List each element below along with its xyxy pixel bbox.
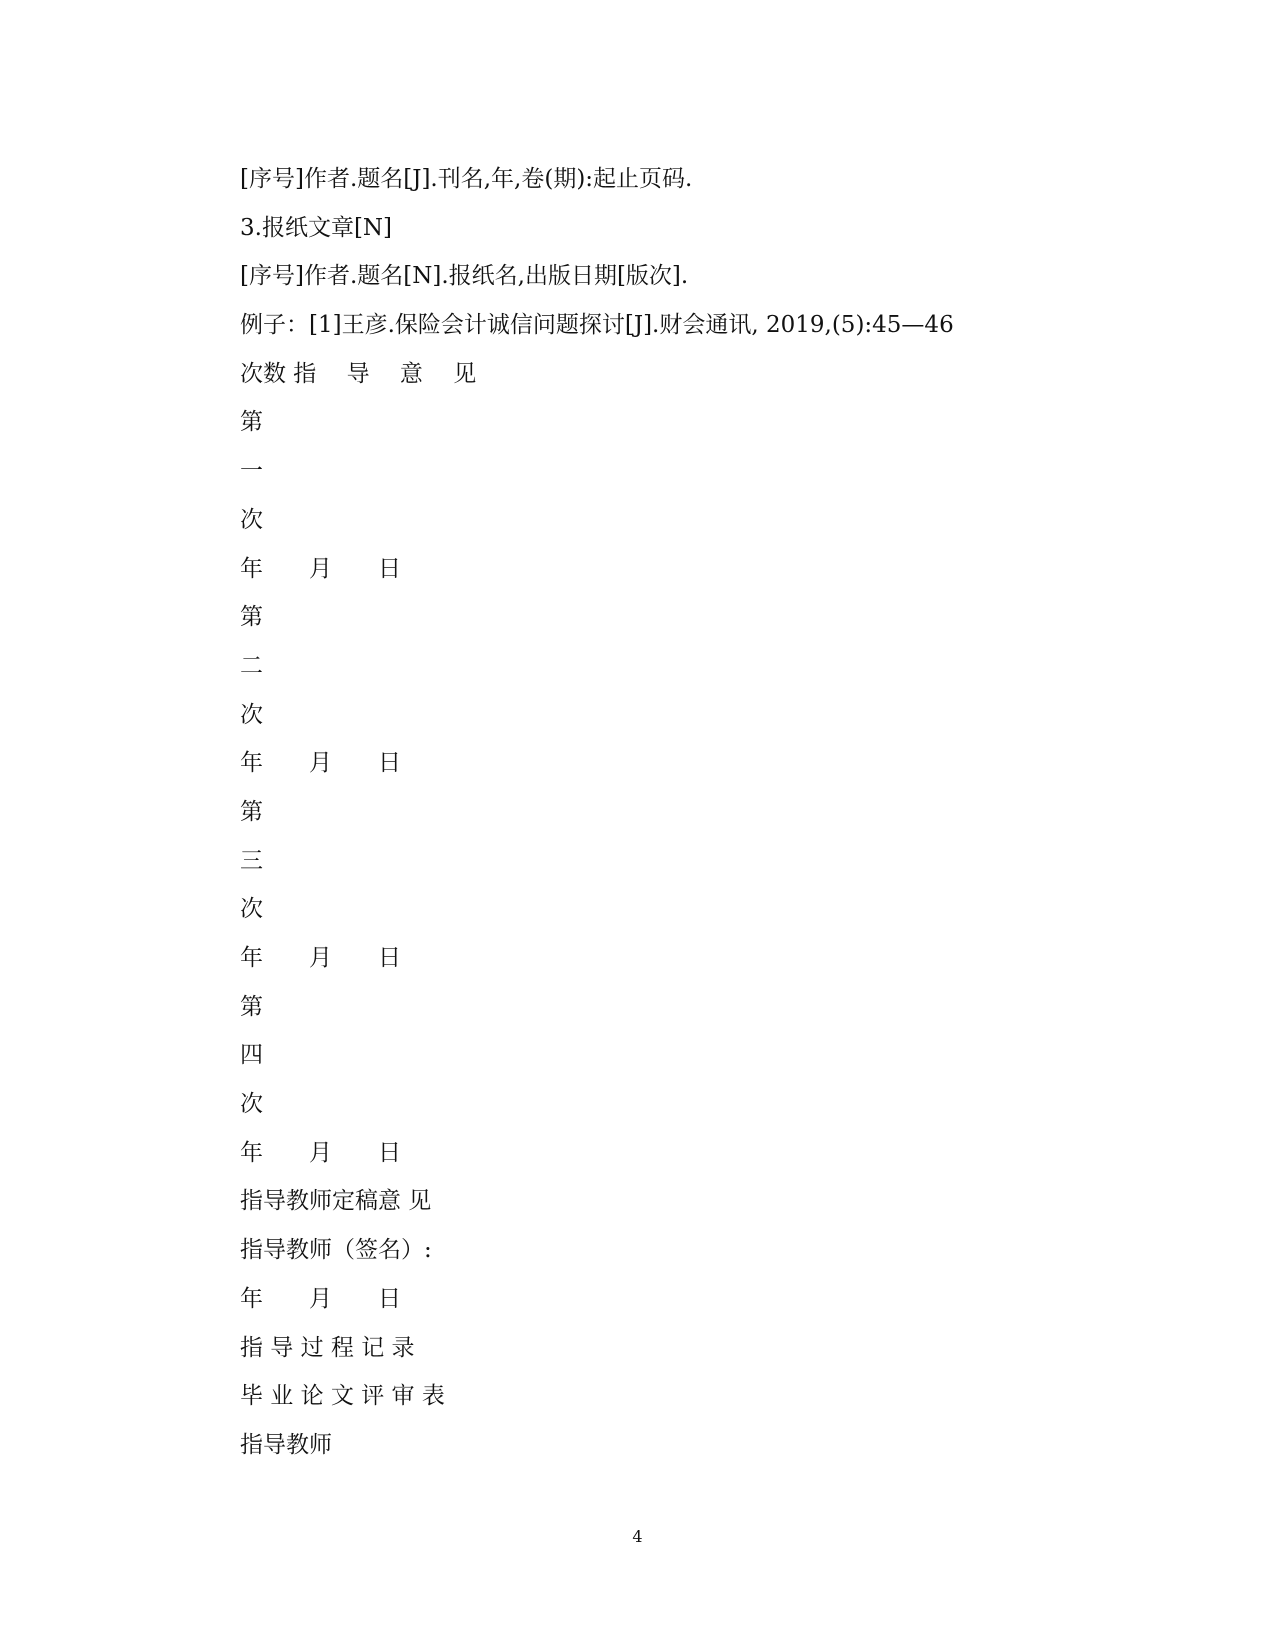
- session-label-char: 第: [240, 993, 263, 1020]
- session-label-char: 次: [240, 1091, 263, 1118]
- reference-format-journal: [序号]作者.题名[J].刊名,年,卷(期):起止页码.: [240, 166, 693, 192]
- advisor-label: 指导教师: [240, 1431, 332, 1458]
- session-label-char: 第: [240, 798, 263, 825]
- final-opinion-label: 指导教师定稿意 见: [240, 1188, 432, 1215]
- date-line: 年 月 日: [240, 750, 401, 777]
- signature-label: 指导教师（签名）:: [240, 1237, 432, 1264]
- reference-example: 例子：[1]王彦.保险会计诚信问题探讨[J].财会通讯, 2019,(5):45—46: [240, 312, 954, 339]
- thesis-review-form-title: 毕 业 论 文 评 审 表: [240, 1383, 445, 1410]
- document-body: [240, 155, 1220, 1470]
- date-line: 年 月 日: [240, 1285, 401, 1312]
- guidance-record-title: 指 导 过 程 记 录: [240, 1334, 415, 1361]
- session-label-char: 次: [240, 701, 263, 728]
- session-label-char: 第: [240, 409, 263, 436]
- reference-format-newspaper: [序号]作者.题名[N].报纸名,出版日期[版次].: [240, 263, 689, 290]
- date-line: 年 月 日: [240, 555, 401, 582]
- session-label-char: 三: [240, 847, 263, 874]
- session-label-char: 次: [240, 506, 263, 533]
- section-heading-newspaper: 3.报纸文章[N]: [240, 214, 393, 241]
- session-label-char: 第: [240, 604, 263, 631]
- session-label-char: 四: [240, 1042, 263, 1069]
- date-line: 年 月 日: [240, 945, 401, 971]
- page-number: 4: [632, 1527, 643, 1546]
- session-label-char: 二: [240, 652, 263, 679]
- date-line: 年 月 日: [240, 1139, 401, 1166]
- session-label-char: 次: [240, 896, 263, 923]
- table-header-guidance: 次数 指 导 意 见: [240, 360, 477, 387]
- session-label-char: 一: [240, 458, 263, 485]
